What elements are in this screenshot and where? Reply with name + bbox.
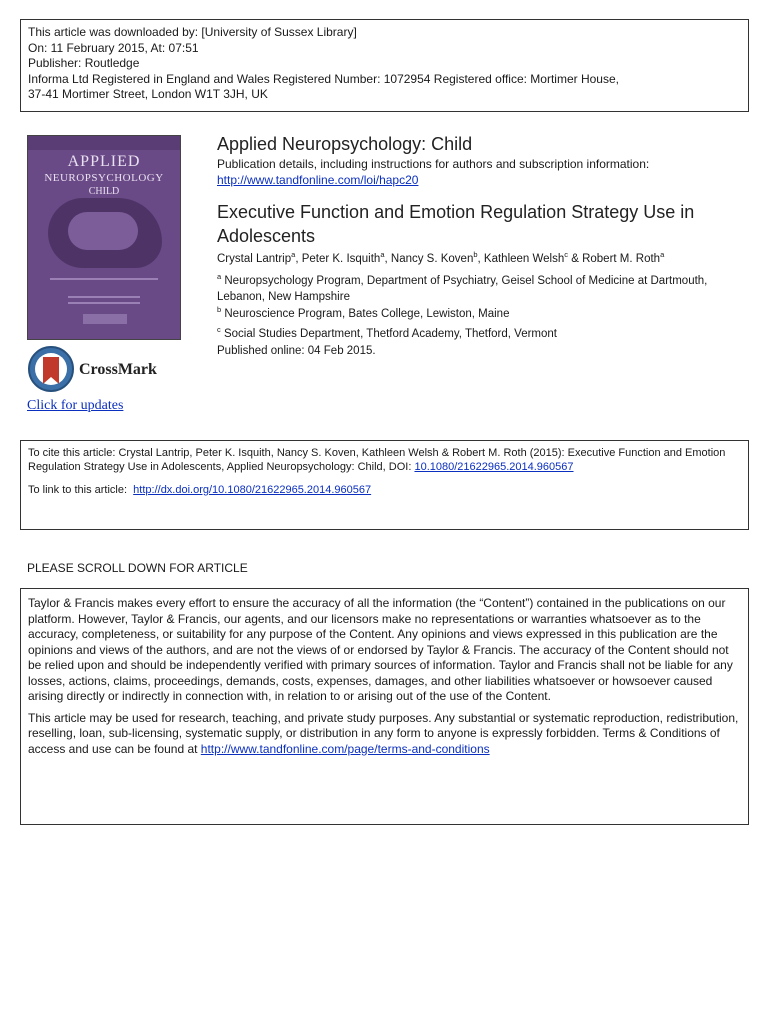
affiliation-mark: c xyxy=(217,325,221,334)
affiliation xyxy=(217,326,557,342)
cover-brain-highlight xyxy=(68,212,138,250)
cover-title-line: CHILD xyxy=(88,186,120,197)
disclaimer-terms-text: This article may be used for research, teaching, and private study purposes. Any substantial or systematic reproduction, redistribution, reselling, loan, sub-licensing, systematic supply, or distribution in any form to anyone is expressly forbidden. Terms & Conditions of access and use can be found at xyxy=(28,710,739,756)
author-affiliation-mark: b xyxy=(473,250,478,259)
affiliation-text: Social Studies Department, Thetford Academy, Thetford, Vermont xyxy=(223,328,557,340)
journal-name: Applied Neuropsychology: Child xyxy=(217,134,473,154)
author-affiliation-mark: a xyxy=(380,250,385,259)
cover-title-line: APPLIED xyxy=(67,153,141,170)
author-affiliation-mark: c xyxy=(564,250,569,259)
affiliation xyxy=(217,306,509,322)
publication-details: Publication details, including instructions for authors and subscription information: xyxy=(217,157,650,171)
download-line: Publisher: Routledge xyxy=(28,56,140,70)
disclaimer-paragraph xyxy=(28,711,741,758)
citation-text: To cite this article: Crystal Lantrip, Peter K. Isquith, Nancy S. Koven, Kathleen Welsh & Robert M. Roth (2015): Executive Function and Emotion Regulation Strategy Use in Adolescents, Applied Neuropsychology: Child, DOI: xyxy=(28,447,726,473)
author-list xyxy=(217,250,665,265)
journal-cover-image[interactable] xyxy=(27,135,181,340)
affiliation xyxy=(217,273,717,305)
cover-rule xyxy=(50,278,158,280)
cover-title-line: NEUROPSYCHOLOGY xyxy=(44,172,164,184)
author-name: Nancy S. Koven xyxy=(390,253,474,265)
author-name: Kathleen Welsh xyxy=(483,253,565,265)
article-url-link[interactable]: http://dx.doi.org/10.1080/21622965.2014.960567 xyxy=(133,484,372,496)
author-name: Robert M. Roth xyxy=(582,253,661,265)
download-info-box xyxy=(20,19,749,112)
author-affiliation-mark: a xyxy=(660,250,665,259)
affiliation-text: Neuroscience Program, Bates College, Lewiston, Maine xyxy=(224,308,510,320)
affiliation-mark: b xyxy=(217,305,222,314)
scroll-notice: PLEASE SCROLL DOWN FOR ARTICLE xyxy=(27,561,248,575)
cover-publisher-logo xyxy=(83,314,127,324)
terms-link[interactable]: http://www.tandfonline.com/page/terms-and-conditions xyxy=(200,741,490,756)
author-affiliation-mark: a xyxy=(291,250,296,259)
affiliation-text: Neuropsychology Program, Department of Psychiatry, Geisel School of Medicine at Dartmouth, Lebanon, New Hampshire xyxy=(217,275,708,303)
article-title: Executive Function and Emotion Regulation Strategy Use in Adolescents xyxy=(217,202,695,246)
link-label: To link to this article: xyxy=(28,484,128,496)
doi-link[interactable]: 10.1080/21622965.2014.960567 xyxy=(414,461,574,473)
author-separator: , xyxy=(295,253,302,265)
published-date: Published online: 04 Feb 2015. xyxy=(217,345,376,357)
check-updates-link[interactable]: Click for updates xyxy=(27,398,124,413)
crossmark-icon[interactable] xyxy=(28,346,74,392)
download-line: 37-41 Mortimer Street, London W1T 3JH, UK xyxy=(28,87,268,101)
journal-url-link[interactable]: http://www.tandfonline.com/loi/hapc20 xyxy=(217,173,419,187)
cover-top-band xyxy=(28,136,180,150)
affiliation-mark: a xyxy=(217,272,222,281)
crossmark-label: CrossMark xyxy=(79,361,157,378)
citation-box xyxy=(20,440,749,530)
cover-rule xyxy=(68,302,140,304)
author-separator: , xyxy=(477,253,484,265)
author-separator: & xyxy=(568,253,583,265)
cover-rule xyxy=(68,296,140,298)
author-name: Crystal Lantrip xyxy=(217,253,292,265)
disclaimer-box xyxy=(20,588,749,825)
download-line: On: 11 February 2015, At: 07:51 xyxy=(28,40,199,55)
download-line: Informa Ltd Registered in England and Wales Registered Number: 1072954 Registered office: Mortimer House, xyxy=(28,71,619,86)
author-name: Peter K. Isquith xyxy=(301,253,381,265)
download-line: This article was downloaded by: [University of Sussex Library] xyxy=(28,25,357,39)
author-separator: , xyxy=(384,253,391,265)
disclaimer-paragraph: Taylor & Francis makes every effort to ensure the accuracy of all the information (the “Content”) contained in the publications on our platform. However, Taylor & Francis, our agents, and our licensors make no representations or warranties whatsoever as to the accuracy, completeness, or suitability for any purpose of the Content. Any opinions and views expressed in this publication are the opinions and views of the authors, and are not the views of or endorsed by Taylor & Francis. The accuracy of the Content should not be relied upon and should be independently verified with primary sources of information. Taylor and Francis shall not be liable for any losses, actions, claims, proceedings, demands, costs, expenses, damages, and other liabilities whatsoever or howsoever caused arising directly or indirectly in connection with, in relation to or arising out of the use of the Content. xyxy=(28,596,733,703)
